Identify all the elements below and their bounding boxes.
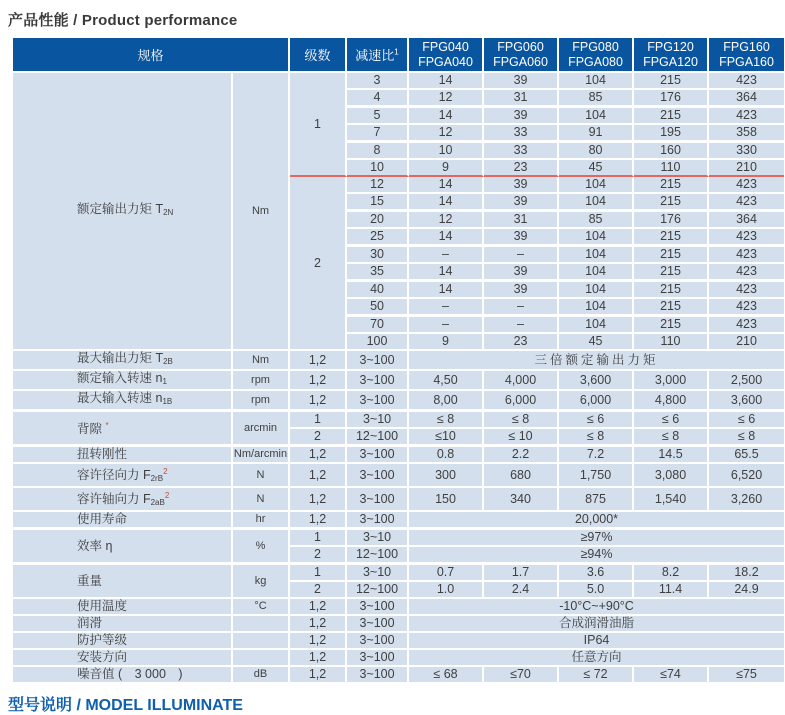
ratio-cell: 15 (347, 194, 409, 212)
value-cell: ≤10 (409, 429, 484, 447)
table-row (13, 633, 784, 650)
unit-cell (233, 650, 290, 667)
model-name: FPGA120 (643, 54, 698, 69)
value-cell: 1.7 (484, 565, 559, 582)
stage-cell: 2 (290, 582, 347, 599)
value-cell: 3,080 (634, 464, 709, 488)
stage-cell: 2 (290, 177, 347, 351)
value-cell: 5.0 (559, 582, 634, 599)
value-cell: 215 (634, 247, 709, 264)
table-row (13, 464, 784, 488)
header-stages (290, 38, 347, 73)
model-name: FPGA040 (418, 54, 473, 69)
stage-cell: 1 (290, 412, 347, 429)
ratio-cell: 3 (347, 73, 409, 90)
value-cell: 14 (409, 73, 484, 90)
value-cell: 3.6 (559, 565, 634, 582)
value-cell: 195 (634, 125, 709, 143)
table-row (13, 616, 784, 633)
stage-cell: 1,2 (290, 650, 347, 667)
row-label-spec: 最大输入转速 $n_{1B}$ (13, 391, 233, 412)
stage-cell: 1,2 (290, 512, 347, 530)
value-cell: 423 (709, 282, 784, 299)
value-cell: 2,500 (709, 371, 784, 391)
value-cell: ≤ 8 (634, 429, 709, 447)
table-row (13, 447, 784, 464)
ratio-cell: 12~100 (347, 582, 409, 599)
value-cell: – (484, 317, 559, 334)
row-label-spec: 防护等级 (13, 633, 233, 650)
value-cell: ≤ 10 (484, 429, 559, 447)
stage-cell: 1 (290, 565, 347, 582)
header-model-fpg060 (484, 38, 559, 73)
value-cell: 104 (559, 73, 634, 90)
value-cell: 23 (484, 160, 559, 177)
ratio-cell: 3~100 (347, 633, 409, 650)
header-ratio-footnote: 1 (394, 47, 399, 57)
value-cell: ≤ 72 (559, 667, 634, 684)
value-cell: 423 (709, 264, 784, 282)
header-model-fpg160 (709, 38, 784, 73)
value-cell: 3,000 (634, 371, 709, 391)
value-cell: 14 (409, 282, 484, 299)
ratio-cell: 3~100 (347, 464, 409, 488)
value-cell: 11.4 (634, 582, 709, 599)
row-label-spec: 额定输入转速 $n_1$ (13, 371, 233, 391)
stage-cell: 1 (290, 530, 347, 547)
value-cell: 80 (559, 143, 634, 160)
value-cell: 33 (484, 143, 559, 160)
ratio-cell: 3~100 (347, 351, 409, 371)
row-label-spec: 扭转刚性 (13, 447, 233, 464)
ratio-cell: 3~100 (347, 667, 409, 684)
value-cell: 0.8 (409, 447, 484, 464)
table-row (13, 488, 784, 512)
stage-cell: 1,2 (290, 447, 347, 464)
value-cell: 160 (634, 143, 709, 160)
value-cell: 45 (559, 160, 634, 177)
value-cell: 215 (634, 317, 709, 334)
unit-cell: rpm (233, 371, 290, 391)
ratio-cell: 3~100 (347, 650, 409, 667)
value-cell: 423 (709, 108, 784, 125)
ratio-cell: 3~100 (347, 512, 409, 530)
value-cell: ≤ 8 (409, 412, 484, 429)
model-name: FPG160 (723, 39, 770, 54)
value-cell: 215 (634, 73, 709, 90)
ratio-cell: 3~100 (347, 599, 409, 616)
row-label-spec: 重量 (13, 565, 233, 599)
value-cell: 176 (634, 212, 709, 229)
value-cell: 12 (409, 90, 484, 108)
value-cell: 85 (559, 212, 634, 229)
value-cell: 1.0 (409, 582, 484, 599)
value-cell: ≤ 68 (409, 667, 484, 684)
ratio-cell: 40 (347, 282, 409, 299)
ratio-cell: 12~100 (347, 547, 409, 565)
ratio-cell: 3~10 (347, 565, 409, 582)
merged-value-cell: IP64 (409, 633, 784, 650)
value-cell: 104 (559, 247, 634, 264)
header-ratio-label: 减速比 (355, 48, 395, 63)
table-row (13, 667, 784, 684)
ratio-cell: 3~100 (347, 616, 409, 633)
value-cell: ≤ 6 (559, 412, 634, 429)
row-label-torque: 额定输出力矩 $T_{2N}$ (13, 73, 233, 351)
value-cell: 4,800 (634, 391, 709, 412)
value-cell: 423 (709, 317, 784, 334)
merged-value-cell: ≥94% (409, 547, 784, 565)
value-cell: 39 (484, 264, 559, 282)
value-cell: 4,000 (484, 371, 559, 391)
value-cell: 6,520 (709, 464, 784, 488)
ratio-cell: 35 (347, 264, 409, 282)
value-cell: 4,50 (409, 371, 484, 391)
value-cell: – (409, 247, 484, 264)
header-spec (13, 38, 290, 73)
stage-cell: 1,2 (290, 667, 347, 684)
ratio-cell: 4 (347, 90, 409, 108)
value-cell: – (484, 299, 559, 317)
value-cell: 23 (484, 334, 559, 351)
value-cell: 423 (709, 177, 784, 194)
model-name: FPG040 (422, 39, 469, 54)
value-cell: 18.2 (709, 565, 784, 582)
unit-cell: dB (233, 667, 290, 684)
value-cell: ≤75 (709, 667, 784, 684)
ratio-cell: 70 (347, 317, 409, 334)
table-row (13, 351, 784, 371)
value-cell: 85 (559, 90, 634, 108)
value-cell: 39 (484, 282, 559, 299)
stage-cell: 1,2 (290, 391, 347, 412)
value-cell: 364 (709, 212, 784, 229)
model-name: FPG080 (572, 39, 619, 54)
stage-cell: 1,2 (290, 616, 347, 633)
merged-value-cell: -10°C~+90°C (409, 599, 784, 616)
value-cell: 14 (409, 264, 484, 282)
value-cell: 6,000 (484, 391, 559, 412)
ratio-cell: 3~100 (347, 488, 409, 512)
value-cell: 1,540 (634, 488, 709, 512)
value-cell: 330 (709, 143, 784, 160)
value-cell: 39 (484, 229, 559, 247)
value-cell: 104 (559, 177, 634, 194)
merged-value-cell: ≥97% (409, 530, 784, 547)
value-cell: 423 (709, 73, 784, 90)
value-cell: 210 (709, 334, 784, 351)
value-cell: 12 (409, 125, 484, 143)
value-cell: 423 (709, 247, 784, 264)
value-cell: 91 (559, 125, 634, 143)
value-cell: 104 (559, 264, 634, 282)
unit-cell: arcmin (233, 412, 290, 447)
value-cell: ≤ 8 (709, 429, 784, 447)
stage-cell: 2 (290, 429, 347, 447)
value-cell: 14 (409, 177, 484, 194)
unit-cell: % (233, 530, 290, 565)
value-cell: – (409, 299, 484, 317)
table-row (13, 391, 784, 412)
table-row (13, 530, 784, 547)
value-cell: 2.4 (484, 582, 559, 599)
value-cell: 3,600 (559, 371, 634, 391)
model-name: FPGA060 (493, 54, 548, 69)
ratio-cell: 10 (347, 160, 409, 177)
value-cell: 24.9 (709, 582, 784, 599)
merged-value-cell: 三倍额定输出力矩 (409, 351, 784, 371)
value-cell: 104 (559, 282, 634, 299)
model-name: FPGA080 (568, 54, 623, 69)
row-label-spec: 容许径向力 $F_{2rB}^2$ (13, 464, 233, 488)
model-name: FPG060 (497, 39, 544, 54)
value-cell: 176 (634, 90, 709, 108)
value-cell: 340 (484, 488, 559, 512)
ratio-cell: 3~10 (347, 530, 409, 547)
value-cell: 875 (559, 488, 634, 512)
value-cell: 104 (559, 317, 634, 334)
header-model-fpg120 (634, 38, 709, 73)
header-row (13, 38, 784, 73)
unit-cell: Nm (233, 351, 290, 371)
ratio-cell: 100 (347, 334, 409, 351)
table-row (13, 599, 784, 616)
value-cell: 104 (559, 108, 634, 125)
table-row (13, 512, 784, 530)
header-ratio (347, 38, 409, 73)
value-cell: 9 (409, 160, 484, 177)
model-illustration-title: 型号说明 / MODEL ILLUMINATE (8, 697, 243, 715)
product-performance-table (13, 38, 784, 684)
table-row (13, 73, 784, 90)
ratio-cell: 20 (347, 212, 409, 229)
value-cell: 104 (559, 229, 634, 247)
unit-cell: kg (233, 565, 290, 599)
value-cell: 14.5 (634, 447, 709, 464)
value-cell: ≤ 8 (484, 412, 559, 429)
value-cell: 364 (709, 90, 784, 108)
value-cell: 9 (409, 334, 484, 351)
value-cell: 215 (634, 264, 709, 282)
value-cell: 2.2 (484, 447, 559, 464)
row-label-spec: 安装方向 (13, 650, 233, 667)
value-cell: – (409, 317, 484, 334)
value-cell: – (484, 247, 559, 264)
value-cell: 150 (409, 488, 484, 512)
row-label-spec: 背隙 * (13, 412, 233, 447)
value-cell: 33 (484, 125, 559, 143)
value-cell: 1,750 (559, 464, 634, 488)
ratio-cell: 3~100 (347, 391, 409, 412)
value-cell: 39 (484, 177, 559, 194)
unit-cell (233, 633, 290, 650)
value-cell: 110 (634, 160, 709, 177)
unit-cell: Nm/arcmin (233, 447, 290, 464)
value-cell: 14 (409, 108, 484, 125)
unit-cell (233, 616, 290, 633)
table-body (13, 73, 784, 684)
value-cell: ≤70 (484, 667, 559, 684)
value-cell: ≤74 (634, 667, 709, 684)
value-cell: 14 (409, 194, 484, 212)
stage-cell: 2 (290, 547, 347, 565)
value-cell: 423 (709, 299, 784, 317)
value-cell: 65.5 (709, 447, 784, 464)
value-cell: 0.7 (409, 565, 484, 582)
value-cell: 39 (484, 194, 559, 212)
value-cell: 215 (634, 194, 709, 212)
table-row (13, 650, 784, 667)
value-cell: 215 (634, 177, 709, 194)
value-cell: 110 (634, 334, 709, 351)
value-cell: 680 (484, 464, 559, 488)
unit-cell: Nm (233, 73, 290, 351)
value-cell: 423 (709, 229, 784, 247)
value-cell: 31 (484, 212, 559, 229)
page-title: 产品性能 / Product performance (8, 12, 238, 29)
ratio-cell: 30 (347, 247, 409, 264)
row-label-spec: 噪音值 ( 3 000 ) (13, 667, 233, 684)
stage-cell: 1,2 (290, 351, 347, 371)
stage-cell: 1,2 (290, 599, 347, 616)
value-cell: 12 (409, 212, 484, 229)
value-cell: 215 (634, 229, 709, 247)
row-label-spec: 容许轴向力 $F_{2aB}^2$ (13, 488, 233, 512)
ratio-cell: 50 (347, 299, 409, 317)
ratio-cell: 8 (347, 143, 409, 160)
value-cell: 14 (409, 229, 484, 247)
table-header (13, 38, 784, 73)
value-cell: 7.2 (559, 447, 634, 464)
stage-cell: 1,2 (290, 464, 347, 488)
ratio-cell: 25 (347, 229, 409, 247)
stage-cell: 1,2 (290, 488, 347, 512)
stage-cell: 1,2 (290, 371, 347, 391)
row-label-spec: 使用寿命 (13, 512, 233, 530)
value-cell: 104 (559, 299, 634, 317)
value-cell: 210 (709, 160, 784, 177)
ratio-cell: 5 (347, 108, 409, 125)
value-cell: 215 (634, 282, 709, 299)
value-cell: 6,000 (559, 391, 634, 412)
stage-cell: 1 (290, 73, 347, 177)
merged-value-cell: 任意方向 (409, 650, 784, 667)
ratio-cell: 12~100 (347, 429, 409, 447)
unit-cell: rpm (233, 391, 290, 412)
ratio-cell: 3~100 (347, 371, 409, 391)
value-cell: 31 (484, 90, 559, 108)
value-cell: 423 (709, 194, 784, 212)
header-model-fpg080 (559, 38, 634, 73)
merged-value-cell: 20,000* (409, 512, 784, 530)
table-row (13, 565, 784, 582)
header-spec-label: 规格 (137, 48, 164, 63)
row-label-spec: 润滑 (13, 616, 233, 633)
row-label-spec: 效率 η (13, 530, 233, 565)
value-cell: 3,260 (709, 488, 784, 512)
unit-cell: N (233, 488, 290, 512)
row-label-spec: 使用温度 (13, 599, 233, 616)
table-row (13, 371, 784, 391)
value-cell: 10 (409, 143, 484, 160)
ratio-cell: 7 (347, 125, 409, 143)
ratio-cell: 3~10 (347, 412, 409, 429)
value-cell: ≤ 6 (709, 412, 784, 429)
unit-cell: N (233, 464, 290, 488)
value-cell: 8,00 (409, 391, 484, 412)
value-cell: ≤ 6 (634, 412, 709, 429)
value-cell: 215 (634, 299, 709, 317)
value-cell: 8.2 (634, 565, 709, 582)
unit-cell: hr (233, 512, 290, 530)
table-row (13, 412, 784, 429)
value-cell: 104 (559, 194, 634, 212)
model-name: FPGA160 (719, 54, 774, 69)
value-cell: 45 (559, 334, 634, 351)
value-cell: 358 (709, 125, 784, 143)
header-stages-label: 级数 (304, 48, 331, 63)
stage-cell: 1,2 (290, 633, 347, 650)
header-model-fpg040 (409, 38, 484, 73)
model-name: FPG120 (647, 39, 694, 54)
row-label-spec: 最大输出力矩 $T_{2B}$ (13, 351, 233, 371)
value-cell: ≤ 8 (559, 429, 634, 447)
value-cell: 300 (409, 464, 484, 488)
ratio-cell: 12 (347, 177, 409, 194)
value-cell: 215 (634, 108, 709, 125)
value-cell: 39 (484, 73, 559, 90)
ratio-cell: 3~100 (347, 447, 409, 464)
value-cell: 39 (484, 108, 559, 125)
unit-cell: °C (233, 599, 290, 616)
merged-value-cell: 合成润滑油脂 (409, 616, 784, 633)
value-cell: 3,600 (709, 391, 784, 412)
